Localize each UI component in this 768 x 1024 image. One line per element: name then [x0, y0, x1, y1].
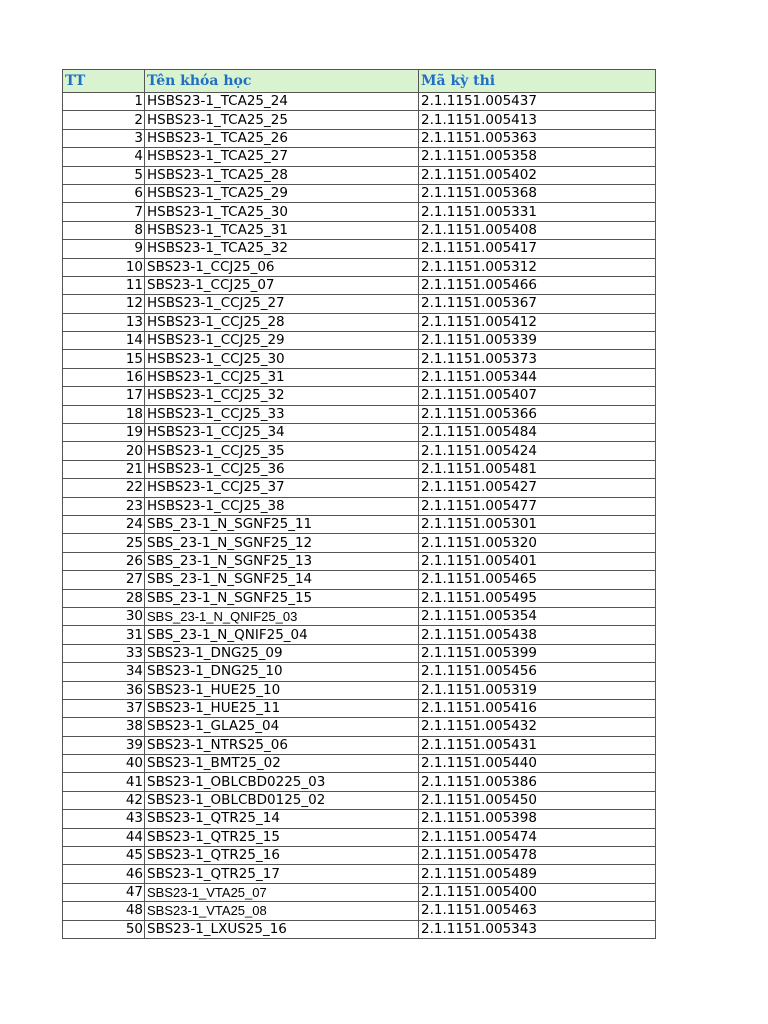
row-number: 30: [63, 607, 145, 625]
exam-code: 2.1.1151.005331: [419, 203, 656, 221]
table-row: [63, 295, 656, 313]
course-name: HSBS23-1_CCJ25_36: [145, 460, 419, 478]
table-row: [63, 847, 656, 865]
course-name: SBS_23-1_N_SGNF25_14: [145, 571, 419, 589]
exam-code: 2.1.1151.005398: [419, 810, 656, 828]
course-name: SBS23-1_QTR25_15: [145, 828, 419, 846]
row-number: 36: [63, 681, 145, 699]
exam-code: 2.1.1151.005478: [419, 847, 656, 865]
exam-code: 2.1.1151.005413: [419, 111, 656, 129]
course-name: SBS23-1_NTRS25_06: [145, 736, 419, 754]
table-row: [63, 424, 656, 442]
table-row: [63, 203, 656, 221]
table-row: [63, 221, 656, 239]
row-number: 34: [63, 663, 145, 681]
course-name: SBS_23-1_N_SGNF25_13: [145, 552, 419, 570]
row-number: 12: [63, 295, 145, 313]
row-number: 42: [63, 791, 145, 809]
exam-code: 2.1.1151.005495: [419, 589, 656, 607]
table-row: [63, 93, 656, 111]
row-number: 23: [63, 497, 145, 515]
row-number: 41: [63, 773, 145, 791]
exam-code: 2.1.1151.005438: [419, 626, 656, 644]
table-row: [63, 865, 656, 883]
table-row: [63, 276, 656, 294]
exam-code: 2.1.1151.005424: [419, 442, 656, 460]
exam-code: 2.1.1151.005368: [419, 184, 656, 202]
table-row: [63, 920, 656, 938]
header-course-name: Tên khóa học: [145, 70, 419, 93]
course-name: HSBS23-1_TCA25_24: [145, 93, 419, 111]
exam-code: 2.1.1151.005417: [419, 240, 656, 258]
table-row: [63, 571, 656, 589]
course-name: SBS23-1_DNG25_09: [145, 644, 419, 662]
course-name: HSBS23-1_CCJ25_34: [145, 424, 419, 442]
course-name: SBS23-1_OBLCBD0225_03: [145, 773, 419, 791]
table-row: [63, 332, 656, 350]
table-row: [63, 405, 656, 423]
table-row: [63, 626, 656, 644]
table-row: [63, 773, 656, 791]
row-number: 47: [63, 883, 145, 901]
table-row: [63, 460, 656, 478]
table-row: [63, 699, 656, 717]
exam-code: 2.1.1151.005386: [419, 773, 656, 791]
table-row: [63, 552, 656, 570]
course-name: HSBS23-1_CCJ25_27: [145, 295, 419, 313]
header-tt: TT: [63, 70, 145, 93]
table-row: [63, 184, 656, 202]
exam-code: 2.1.1151.005465: [419, 571, 656, 589]
course-name: SBS23-1_HUE25_11: [145, 699, 419, 717]
exam-code: 2.1.1151.005440: [419, 755, 656, 773]
exam-code: 2.1.1151.005437: [419, 93, 656, 111]
course-name: SBS23-1_GLA25_04: [145, 718, 419, 736]
exam-code: 2.1.1151.005408: [419, 221, 656, 239]
row-number: 19: [63, 424, 145, 442]
row-number: 45: [63, 847, 145, 865]
course-name: SBS_23-1_N_SGNF25_11: [145, 515, 419, 533]
table-body: [63, 93, 656, 939]
row-number: 15: [63, 350, 145, 368]
exam-code: 2.1.1151.005339: [419, 332, 656, 350]
exam-code: 2.1.1151.005477: [419, 497, 656, 515]
row-number: 25: [63, 534, 145, 552]
exam-code: 2.1.1151.005463: [419, 902, 656, 920]
row-number: 20: [63, 442, 145, 460]
row-number: 9: [63, 240, 145, 258]
row-number: 33: [63, 644, 145, 662]
exam-code: 2.1.1151.005366: [419, 405, 656, 423]
course-name: HSBS23-1_CCJ25_37: [145, 479, 419, 497]
course-name: SBS23-1_LXUS25_16: [145, 920, 419, 938]
table-row: [63, 166, 656, 184]
table-row: [63, 368, 656, 386]
row-number: 46: [63, 865, 145, 883]
row-number: 10: [63, 258, 145, 276]
course-name: SBS23-1_VTA25_08: [145, 902, 419, 920]
exam-code: 2.1.1151.005358: [419, 148, 656, 166]
exam-code: 2.1.1151.005489: [419, 865, 656, 883]
table-row: [63, 387, 656, 405]
row-number: 50: [63, 920, 145, 938]
table-row: [63, 718, 656, 736]
exam-code: 2.1.1151.005450: [419, 791, 656, 809]
exam-code: 2.1.1151.005432: [419, 718, 656, 736]
table-row: [63, 736, 656, 754]
course-name: HSBS23-1_TCA25_27: [145, 148, 419, 166]
row-number: 11: [63, 276, 145, 294]
row-number: 13: [63, 313, 145, 331]
course-name: HSBS23-1_TCA25_31: [145, 221, 419, 239]
table-row: [63, 791, 656, 809]
header-row: [63, 70, 656, 93]
row-number: 31: [63, 626, 145, 644]
exam-code: 2.1.1151.005344: [419, 368, 656, 386]
exam-code: 2.1.1151.005320: [419, 534, 656, 552]
table-row: [63, 755, 656, 773]
exam-code: 2.1.1151.005354: [419, 607, 656, 625]
exam-code: 2.1.1151.005466: [419, 276, 656, 294]
exam-code: 2.1.1151.005427: [419, 479, 656, 497]
row-number: 3: [63, 129, 145, 147]
course-name: HSBS23-1_CCJ25_33: [145, 405, 419, 423]
exam-code: 2.1.1151.005367: [419, 295, 656, 313]
course-name: SBS23-1_OBLCBD0125_02: [145, 791, 419, 809]
row-number: 38: [63, 718, 145, 736]
table-row: [63, 479, 656, 497]
table-row: [63, 148, 656, 166]
row-number: 2: [63, 111, 145, 129]
course-name: SBS23-1_HUE25_10: [145, 681, 419, 699]
row-number: 37: [63, 699, 145, 717]
table-row: [63, 810, 656, 828]
table-row: [63, 350, 656, 368]
table-row: [63, 313, 656, 331]
row-number: 21: [63, 460, 145, 478]
table-row: [63, 442, 656, 460]
course-name: HSBS23-1_CCJ25_32: [145, 387, 419, 405]
row-number: 17: [63, 387, 145, 405]
table-row: [63, 240, 656, 258]
course-exam-table: [62, 69, 656, 939]
course-name: HSBS23-1_CCJ25_35: [145, 442, 419, 460]
course-name: SBS23-1_BMT25_02: [145, 755, 419, 773]
course-name: SBS_23-1_N_SGNF25_15: [145, 589, 419, 607]
row-number: 1: [63, 93, 145, 111]
row-number: 16: [63, 368, 145, 386]
exam-code: 2.1.1151.005399: [419, 644, 656, 662]
table-row: [63, 663, 656, 681]
exam-code: 2.1.1151.005416: [419, 699, 656, 717]
row-number: 22: [63, 479, 145, 497]
row-number: 4: [63, 148, 145, 166]
course-name: SBS23-1_QTR25_16: [145, 847, 419, 865]
row-number: 18: [63, 405, 145, 423]
exam-code: 2.1.1151.005412: [419, 313, 656, 331]
course-name: HSBS23-1_TCA25_25: [145, 111, 419, 129]
course-name: HSBS23-1_CCJ25_30: [145, 350, 419, 368]
course-name: SBS23-1_CCJ25_07: [145, 276, 419, 294]
row-number: 44: [63, 828, 145, 846]
exam-code: 2.1.1151.005402: [419, 166, 656, 184]
course-name: HSBS23-1_CCJ25_29: [145, 332, 419, 350]
exam-code: 2.1.1151.005373: [419, 350, 656, 368]
table-row: [63, 607, 656, 625]
row-number: 40: [63, 755, 145, 773]
row-number: 24: [63, 515, 145, 533]
course-name: HSBS23-1_TCA25_32: [145, 240, 419, 258]
course-name: SBS23-1_QTR25_14: [145, 810, 419, 828]
row-number: 26: [63, 552, 145, 570]
exam-code: 2.1.1151.005481: [419, 460, 656, 478]
table-row: [63, 644, 656, 662]
exam-code: 2.1.1151.005400: [419, 883, 656, 901]
exam-code: 2.1.1151.005456: [419, 663, 656, 681]
course-name: SBS23-1_CCJ25_06: [145, 258, 419, 276]
table-row: [63, 129, 656, 147]
exam-code: 2.1.1151.005484: [419, 424, 656, 442]
row-number: 8: [63, 221, 145, 239]
row-number: 28: [63, 589, 145, 607]
course-name: SBS_23-1_N_SGNF25_12: [145, 534, 419, 552]
table-row: [63, 515, 656, 533]
exam-code: 2.1.1151.005407: [419, 387, 656, 405]
table-row: [63, 828, 656, 846]
course-name: HSBS23-1_TCA25_28: [145, 166, 419, 184]
row-number: 5: [63, 166, 145, 184]
course-name: SBS23-1_QTR25_17: [145, 865, 419, 883]
table-row: [63, 883, 656, 901]
table-row: [63, 111, 656, 129]
table-row: [63, 681, 656, 699]
course-name: SBS_23-1_N_QNIF25_03: [145, 607, 419, 625]
row-number: 27: [63, 571, 145, 589]
course-name: SBS23-1_VTA25_07: [145, 883, 419, 901]
course-name: HSBS23-1_TCA25_29: [145, 184, 419, 202]
course-name: HSBS23-1_CCJ25_28: [145, 313, 419, 331]
row-number: 39: [63, 736, 145, 754]
table-row: [63, 258, 656, 276]
course-name: HSBS23-1_TCA25_26: [145, 129, 419, 147]
course-name: HSBS23-1_TCA25_30: [145, 203, 419, 221]
exam-code: 2.1.1151.005474: [419, 828, 656, 846]
table-row: [63, 589, 656, 607]
table-row: [63, 497, 656, 515]
exam-code: 2.1.1151.005319: [419, 681, 656, 699]
exam-code: 2.1.1151.005301: [419, 515, 656, 533]
exam-code: 2.1.1151.005431: [419, 736, 656, 754]
course-name: HSBS23-1_CCJ25_31: [145, 368, 419, 386]
header-exam-code: Mã kỳ thi: [419, 70, 656, 93]
course-name: HSBS23-1_CCJ25_38: [145, 497, 419, 515]
exam-code: 2.1.1151.005343: [419, 920, 656, 938]
course-name: SBS_23-1_N_QNIF25_04: [145, 626, 419, 644]
row-number: 48: [63, 902, 145, 920]
row-number: 14: [63, 332, 145, 350]
course-name: SBS23-1_DNG25_10: [145, 663, 419, 681]
row-number: 43: [63, 810, 145, 828]
row-number: 6: [63, 184, 145, 202]
exam-code: 2.1.1151.005312: [419, 258, 656, 276]
table-row: [63, 534, 656, 552]
exam-code: 2.1.1151.005401: [419, 552, 656, 570]
row-number: 7: [63, 203, 145, 221]
exam-code: 2.1.1151.005363: [419, 129, 656, 147]
table-row: [63, 902, 656, 920]
